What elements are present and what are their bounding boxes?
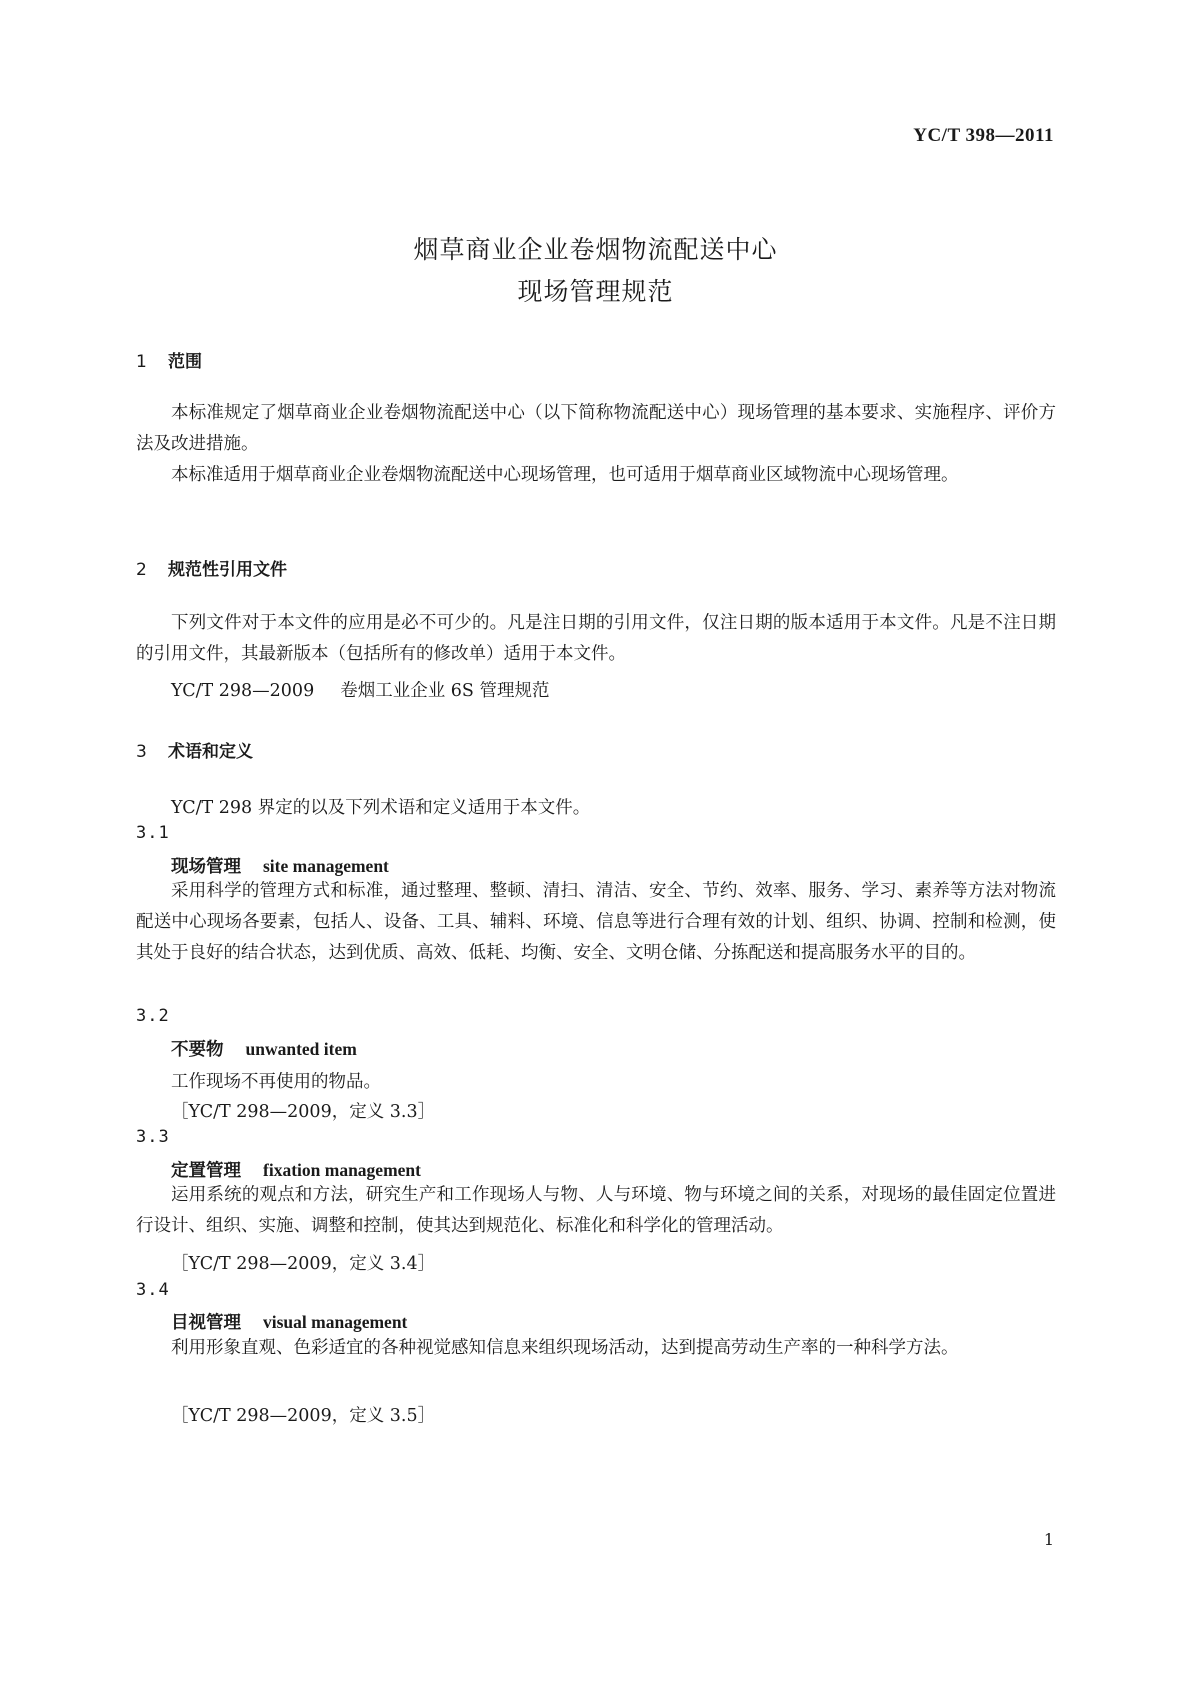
section-1-paragraph-1: 本标准规定了烟草商业企业卷烟物流配送中心（以下简称物流配送中心）现场管理的基本要求、实施程序、评价方法及改进措施。 bbox=[136, 403, 1056, 454]
term-3-4 bbox=[171, 1309, 407, 1334]
term-3-3-definition: 运用系统的观点和方法，研究生产和工作现场人与物、人与环境、物与环境之间的关系，对现场的最佳固定位置进行设计、组织、实施、调整和控制，使其达到规范化、标准化和科学化的管理活动。 bbox=[136, 1185, 1056, 1236]
section-1-heading bbox=[136, 347, 202, 372]
clause-number-3-4: 3.4 bbox=[136, 1280, 170, 1300]
term-chinese: 定置管理 bbox=[171, 1161, 241, 1181]
section-number: 1 bbox=[136, 352, 147, 372]
term-3-4-definition: 利用形象直观、色彩适宜的各种视觉感知信息来组织现场活动，达到提高劳动生产率的一种科学方法。 bbox=[171, 1338, 959, 1358]
reference-title: 卷烟工业企业 6S 管理规范 bbox=[340, 681, 550, 701]
term-3-2-definition: 工作现场不再使用的物品。 bbox=[171, 1072, 381, 1092]
document-title-line-1: 烟草商业企业卷烟物流配送中心 bbox=[413, 235, 778, 264]
standard-number: YC/T 398—2011 bbox=[913, 125, 1054, 146]
section-3-intro: YC/T 298 界定的以及下列术语和定义适用于本文件。 bbox=[171, 798, 591, 818]
term-3-4-source: ［YC/T 298—2009，定义 3.5］ bbox=[171, 1406, 436, 1426]
term-english: fixation management bbox=[263, 1160, 421, 1180]
section-number: 2 bbox=[136, 560, 147, 580]
term-3-3 bbox=[171, 1157, 421, 1182]
term-chinese: 目视管理 bbox=[171, 1313, 241, 1333]
section-2-heading bbox=[136, 555, 287, 580]
term-english: site management bbox=[263, 856, 389, 876]
clause-number-3-2: 3.2 bbox=[136, 1006, 170, 1026]
term-3-2-source: ［YC/T 298—2009，定义 3.3］ bbox=[171, 1102, 436, 1122]
clause-number-3-1: 3.1 bbox=[136, 823, 170, 843]
term-3-2 bbox=[171, 1036, 357, 1061]
term-english: unwanted item bbox=[245, 1039, 357, 1059]
section-title: 范围 bbox=[168, 352, 202, 372]
term-chinese: 现场管理 bbox=[171, 857, 241, 877]
section-title: 术语和定义 bbox=[168, 742, 253, 762]
term-english: visual management bbox=[263, 1312, 408, 1332]
term-3-3-source: ［YC/T 298—2009，定义 3.4］ bbox=[171, 1254, 436, 1274]
section-title: 规范性引用文件 bbox=[168, 560, 287, 580]
section-2-paragraph-1: 下列文件对于本文件的应用是必不可少的。凡是注日期的引用文件，仅注日期的版本适用于本文件。凡是不注日期的引用文件，其最新版本（包括所有的修改单）适用于本文件。 bbox=[136, 613, 1056, 664]
page-number: 1 bbox=[1043, 1530, 1054, 1549]
term-3-1 bbox=[171, 853, 389, 878]
document-title-line-2: 现场管理规范 bbox=[517, 277, 674, 306]
section-3-heading bbox=[136, 737, 253, 762]
normative-reference bbox=[171, 677, 549, 702]
clause-number-3-3: 3.3 bbox=[136, 1127, 170, 1147]
reference-code: YC/T 298—2009 bbox=[171, 681, 315, 701]
section-number: 3 bbox=[136, 742, 147, 762]
term-3-1-definition: 采用科学的管理方式和标准，通过整理、整顿、清扫、清洁、安全、节约、效率、服务、学习、素养等方法对物流配送中心现场各要素，包括人、设备、工具、辅料、环境、信息等进行合理有效的计划、组织、协调、控制和检测，使其处于良好的结合状态，达到优质、高效、低耗、均衡、安全、文明仓储、分拣配送和提高服务水平的目的。 bbox=[136, 881, 1056, 963]
section-1-paragraph-2: 本标准适用于烟草商业企业卷烟物流配送中心现场管理，也可适用于烟草商业区域物流中心现场管理。 bbox=[171, 465, 959, 485]
term-chinese: 不要物 bbox=[171, 1040, 224, 1060]
